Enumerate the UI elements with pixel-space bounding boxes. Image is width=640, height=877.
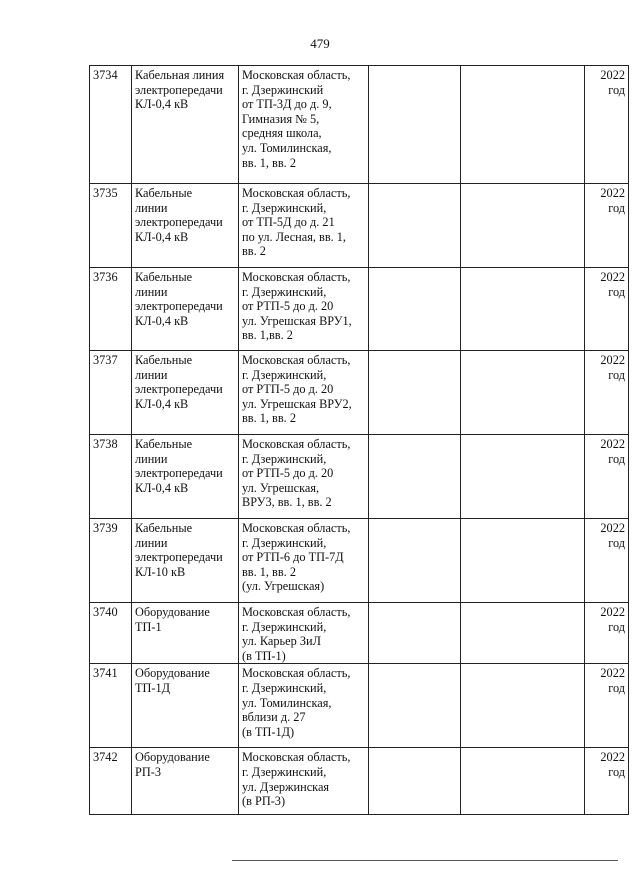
- table-row: [90, 184, 629, 268]
- table-row: [90, 603, 629, 664]
- empty-cell: [461, 351, 585, 435]
- table-row: [90, 66, 629, 184]
- empty-cell: [461, 184, 585, 268]
- object-address: Московская область, г. Дзержинский, от РТП-5 до д. 20 ул. Угрешская ВРУ1, вв. 1,вв. 2: [239, 268, 369, 351]
- object-name: Кабельные линии электропередачи КЛ-0,4 кВ: [132, 351, 239, 435]
- empty-cell: [369, 351, 461, 435]
- empty-cell: [461, 268, 585, 351]
- table-row: [90, 519, 629, 603]
- row-number: 3735: [90, 184, 132, 268]
- empty-cell: [461, 748, 585, 815]
- object-name: Оборудование ТП-1: [132, 603, 239, 664]
- object-address: Московская область, г. Дзержинский, ул. Томилинская, вблизи д. 27 (в ТП-1Д): [239, 664, 369, 748]
- empty-cell: [369, 184, 461, 268]
- year-cell: 2022 год: [585, 268, 629, 351]
- empty-cell: [461, 519, 585, 603]
- row-number: 3737: [90, 351, 132, 435]
- page-number: 479: [310, 36, 330, 51]
- object-address: Московская область, г. Дзержинский, ул. Карьер ЗиЛ (в ТП-1): [239, 603, 369, 664]
- object-name: Кабельные линии электропередачи КЛ-0,4 кВ: [132, 268, 239, 351]
- table-row: [90, 664, 629, 748]
- year-cell: 2022 год: [585, 184, 629, 268]
- row-number: 3739: [90, 519, 132, 603]
- object-name: Кабельная линия электропередачи КЛ-0,4 кВ: [132, 66, 239, 184]
- year-cell: 2022 год: [585, 664, 629, 748]
- row-number: 3741: [90, 664, 132, 748]
- empty-cell: [461, 66, 585, 184]
- empty-cell: [461, 664, 585, 748]
- object-name: Оборудование РП-3: [132, 748, 239, 815]
- row-number: 3734: [90, 66, 132, 184]
- bottom-rule: [232, 860, 618, 861]
- object-address: Московская область, г. Дзержинский, от РТП-6 до ТП-7Д вв. 1, вв. 2 (ул. Угрешская): [239, 519, 369, 603]
- year-cell: 2022 год: [585, 351, 629, 435]
- object-name: Оборудование ТП-1Д: [132, 664, 239, 748]
- empty-cell: [369, 664, 461, 748]
- empty-cell: [369, 748, 461, 815]
- row-number: 3738: [90, 435, 132, 519]
- empty-cell: [369, 519, 461, 603]
- object-name: Кабельные линии электропередачи КЛ-0,4 кВ: [132, 435, 239, 519]
- object-address: Московская область, г. Дзержинский, от ТП-5Д до д. 21 по ул. Лесная, вв. 1, вв. 2: [239, 184, 369, 268]
- table-row: [90, 268, 629, 351]
- empty-cell: [461, 603, 585, 664]
- year-cell: 2022 год: [585, 66, 629, 184]
- row-number: 3742: [90, 748, 132, 815]
- table-row: [90, 351, 629, 435]
- object-address: Московская область, г. Дзержинский от ТП-3Д до д. 9, Гимназия № 5, средняя школа, ул. Томилинская, вв. 1, вв. 2: [239, 66, 369, 184]
- empty-cell: [369, 435, 461, 519]
- table-row: [90, 435, 629, 519]
- empty-cell: [369, 603, 461, 664]
- object-name: Кабельные линии электропередачи КЛ-0,4 кВ: [132, 184, 239, 268]
- empty-cell: [369, 66, 461, 184]
- object-address: Московская область, г. Дзержинский, от РТП-5 до д. 20 ул. Угрешская ВРУ2, вв. 1, вв. 2: [239, 351, 369, 435]
- object-address: Московская область, г. Дзержинский, ул. Дзержинская (в РП-3): [239, 748, 369, 815]
- object-name: Кабельные линии электропередачи КЛ-10 кВ: [132, 519, 239, 603]
- registry-table: [89, 65, 629, 815]
- object-address: Московская область, г. Дзержинский, от РТП-5 до д. 20 ул. Угрешская, ВРУ3, вв. 1, вв. 2: [239, 435, 369, 519]
- year-cell: 2022 год: [585, 603, 629, 664]
- empty-cell: [461, 435, 585, 519]
- year-cell: 2022 год: [585, 519, 629, 603]
- table-row: [90, 748, 629, 815]
- year-cell: 2022 год: [585, 435, 629, 519]
- row-number: 3740: [90, 603, 132, 664]
- year-cell: 2022 год: [585, 748, 629, 815]
- row-number: 3736: [90, 268, 132, 351]
- empty-cell: [369, 268, 461, 351]
